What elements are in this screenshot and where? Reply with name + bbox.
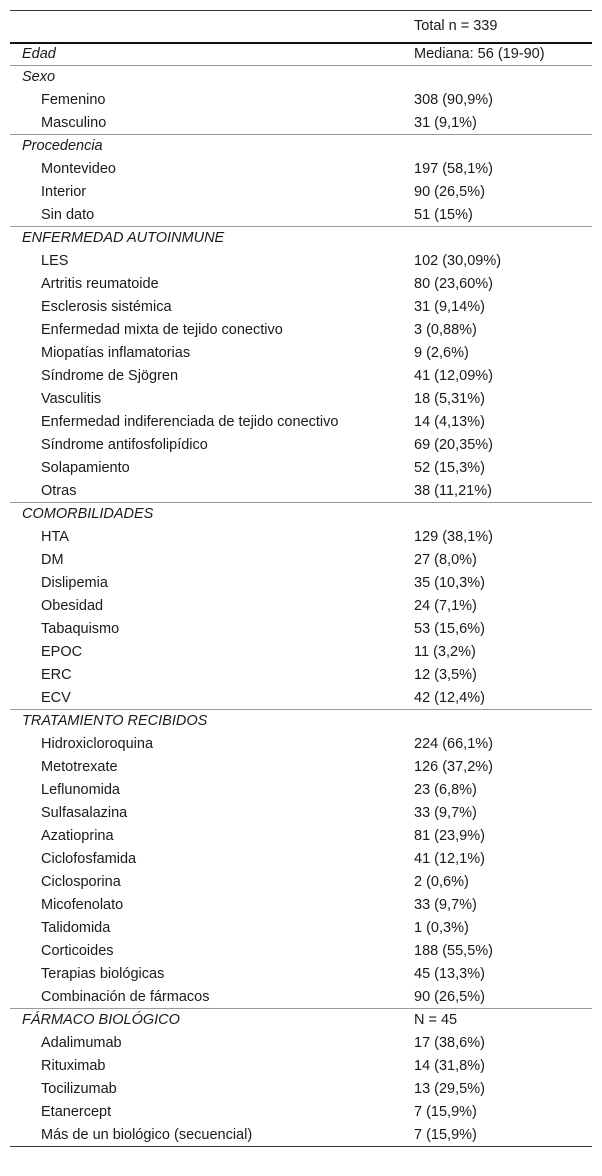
table-row [10,1032,592,1055]
row-value: 7 (15,9%) [414,1126,477,1143]
row-label: ECV [41,689,71,706]
row-value: 1 (0,3%) [414,920,469,936]
row-value: 14 (4,13%) [414,414,485,430]
row-value: 18 (5,31%) [414,391,485,407]
table-row [10,457,592,480]
table-row [10,434,592,457]
section-label: ENFERMEDAD AUTOINMUNE [10,227,413,250]
row-label: Ciclosporina [41,874,121,890]
row-label: Terapias biológicas [41,966,165,982]
row-label: Leflunomida [41,782,120,798]
section-label: FÁRMACO BIOLÓGICO [10,1009,413,1032]
row-value [413,135,592,158]
section-row [10,227,592,250]
row-value: 51 (15%) [414,206,473,223]
row-label: Interior [41,184,87,200]
row-value: 24 (7,1%) [414,598,477,614]
table-row [10,848,592,871]
section-row [10,66,592,89]
header-label-cell [10,11,413,43]
row-label: Otras [41,482,77,499]
row-value: 69 (20,35%) [414,437,493,453]
row-label: Vasculitis [41,391,102,407]
row-value: 188 (55,5%) [414,943,493,959]
row-label: Talidomida [41,920,111,936]
row-value: 129 (38,1%) [414,529,493,545]
table-row [10,963,592,986]
table-row [10,365,592,388]
table-row [10,733,592,756]
row-label: Masculino [41,114,107,131]
table-row [10,595,592,618]
section-label: Sexo [10,66,413,89]
row-value: 81 (23,9%) [414,828,485,844]
row-value: 3 (0,88%) [414,322,477,338]
row-label: Corticoides [41,943,114,959]
row-label: Rituximab [41,1058,106,1074]
section-row [10,710,592,733]
table-row [10,802,592,825]
row-value: 90 (26,5%) [414,184,485,200]
table-row [10,158,592,181]
row-value: 41 (12,09%) [414,368,493,384]
row-value: 80 (23,60%) [414,276,493,292]
row-value [413,710,592,733]
row-label: Hidroxicloroquina [41,736,154,752]
row-label: Esclerosis sistémica [41,299,172,315]
section-row [10,1009,592,1032]
row-label: Adalimumab [41,1035,122,1051]
table-row [10,940,592,963]
row-value: 27 (8,0%) [414,552,477,568]
row-value: 90 (26,5%) [414,988,485,1005]
section-label: Procedencia [10,135,413,158]
row-label: Obesidad [41,598,104,614]
table-row [10,756,592,779]
row-value: 33 (9,7%) [414,897,477,913]
row-label: Más de un biológico (secuencial) [41,1126,253,1143]
table-row [10,1078,592,1101]
row-label: LES [41,253,69,269]
row-label: Sulfasalazina [41,805,128,821]
table-row [10,388,592,411]
row-label: Enfermedad mixta de tejido conectivo [41,322,283,338]
row-value: 13 (29,5%) [414,1081,485,1097]
row-value: 14 (31,8%) [414,1058,485,1074]
row-label: HTA [41,529,69,545]
row-label: Ciclofosfamida [41,851,137,867]
table-row [10,1124,592,1147]
row-value: 23 (6,8%) [414,782,477,798]
table-row [10,273,592,296]
table-row [10,1101,592,1124]
row-value: 308 (90,9%) [414,92,493,108]
table-row [10,204,592,227]
row-value: 197 (58,1%) [414,161,493,177]
header-total-cell: Total n = 339 [413,11,592,43]
row-label: Metotrexate [41,759,118,775]
bottom-rule [10,1147,592,1148]
row-label: Sin dato [41,206,95,223]
row-label: Etanercept [41,1104,112,1120]
row-label: DM [41,552,64,568]
row-value: 53 (15,6%) [414,621,485,637]
table-row [10,641,592,664]
table-row [10,319,592,342]
table-row [10,112,592,135]
section-label: Edad [22,46,56,63]
table-row [10,411,592,434]
header-row [10,11,592,43]
row-value: 45 (13,3%) [414,966,485,982]
table-row [10,572,592,595]
row-value: 42 (12,4%) [414,689,485,706]
table-row [10,480,592,503]
row-value: 41 (12,1%) [414,851,485,867]
row-label: Dislipemia [41,575,108,591]
table-row [10,825,592,848]
row-value: 38 (11,21%) [414,482,492,499]
row-value: 33 (9,7%) [414,805,477,821]
table-row [10,779,592,802]
row-value: 12 (3,5%) [414,667,477,683]
row-label: Síndrome antifosfolipídico [41,437,208,453]
table-row [10,181,592,204]
table-row [10,1055,592,1078]
row-value: N = 45 [413,1009,592,1032]
characteristics-table-container [10,10,592,1147]
row-value: 102 (30,09%) [414,253,502,269]
row-label: Solapamiento [41,460,130,476]
table-row [10,549,592,572]
table-row [10,296,592,319]
row-value: 35 (10,3%) [414,575,485,591]
table-row [10,664,592,687]
section-row [10,135,592,158]
row-value: 17 (38,6%) [414,1035,485,1051]
row-label: Tocilizumab [41,1081,117,1097]
row-label: ERC [41,667,72,683]
row-label: EPOC [41,644,83,660]
row-value: 7 (15,9%) [414,1104,477,1120]
table-row [10,917,592,940]
row-value: 9 (2,6%) [414,345,469,361]
table-row [10,250,592,273]
row-value: 31 (9,14%) [414,299,485,315]
table-row [10,618,592,641]
section-row [10,43,592,66]
row-value: 2 (0,6%) [414,874,469,890]
table-body [10,43,592,1147]
characteristics-table [10,10,592,1147]
row-value: 52 (15,3%) [414,460,485,476]
row-label: Micofenolato [41,897,124,913]
table-row [10,986,592,1009]
row-value: 31 (9,1%) [414,114,477,131]
row-value [413,66,592,89]
row-label: Montevideo [41,161,116,177]
section-row [10,503,592,526]
row-value: 126 (37,2%) [414,759,493,775]
row-label: Femenino [41,92,106,108]
row-value [413,503,592,526]
row-value: 224 (66,1%) [414,736,493,752]
row-label: Azatioprina [41,828,114,844]
table-row [10,342,592,365]
row-value: 11 (3,2%) [414,644,476,660]
row-label: Miopatías inflamatorias [41,345,191,361]
table-row [10,526,592,549]
table-row [10,894,592,917]
row-value: Mediana: 56 (19-90) [414,46,545,63]
row-value [413,227,592,250]
section-label: TRATAMIENTO RECIBIDOS [10,710,413,733]
section-label: COMORBILIDADES [10,503,413,526]
row-label: Síndrome de Sjögren [41,368,179,384]
table-row [10,687,592,710]
row-label: Combinación de fármacos [41,988,210,1005]
row-label: Artritis reumatoide [41,276,159,292]
row-label: Tabaquismo [41,621,120,637]
table-row [10,871,592,894]
row-label: Enfermedad indiferenciada de tejido conectivo [41,414,339,430]
table-row [10,89,592,112]
